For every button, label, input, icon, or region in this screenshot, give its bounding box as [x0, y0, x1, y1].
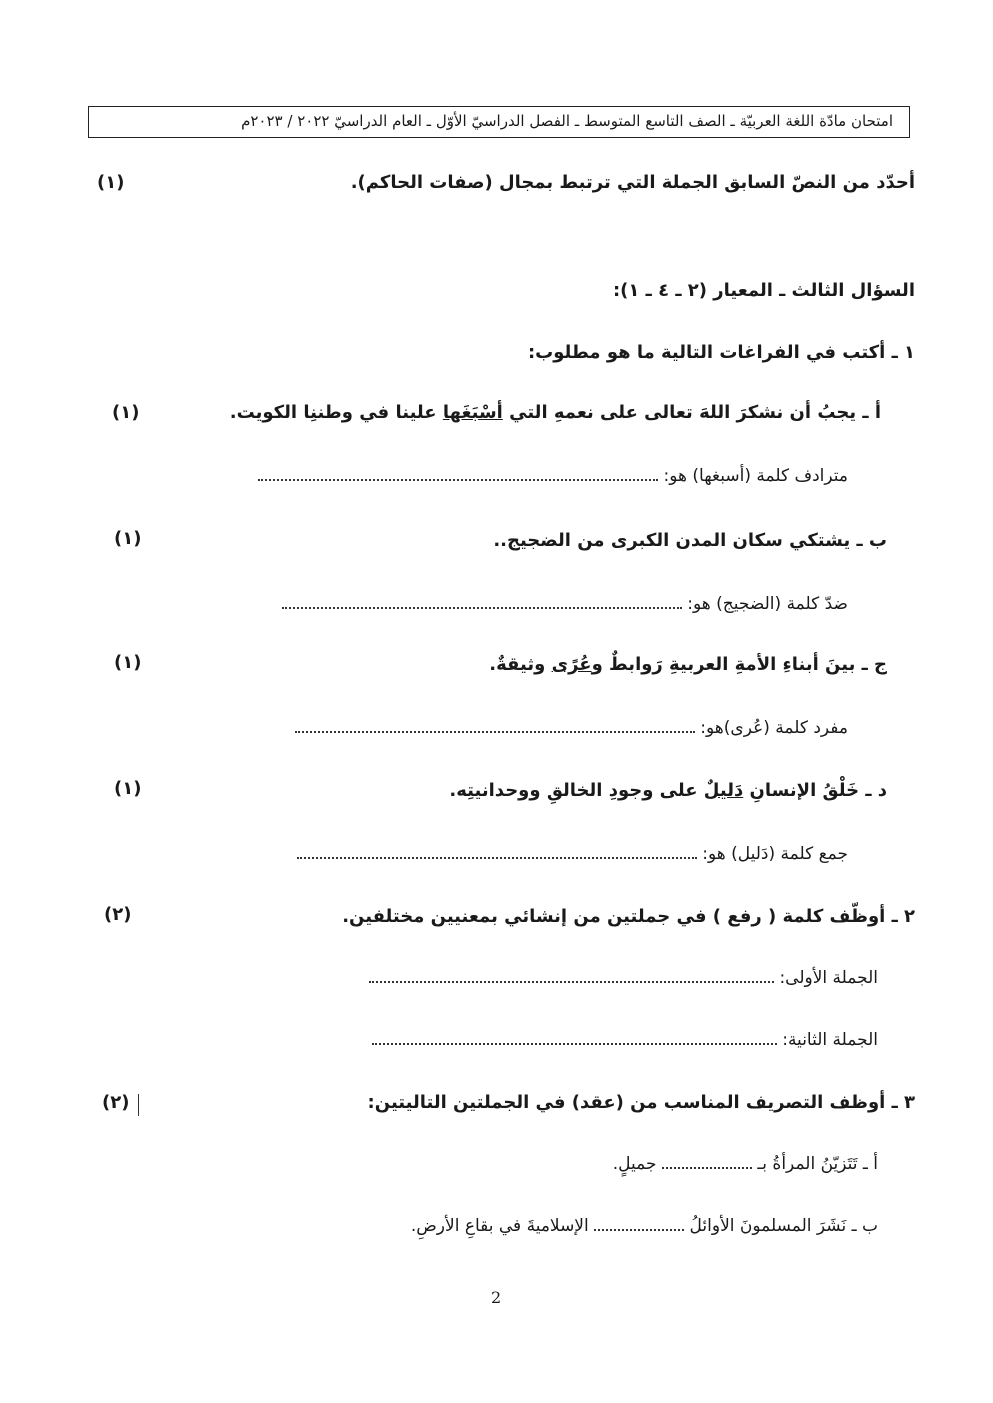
q1-item-c-answer-field[interactable]: [295, 719, 695, 733]
q1-item-c-mark: (١): [114, 652, 142, 673]
page-number: 2: [491, 1288, 502, 1307]
q1-item-a-mark: (١): [112, 402, 140, 423]
q2-first-field[interactable]: [369, 969, 774, 983]
q3-mark: (٢): [102, 1092, 130, 1113]
exam-header-box: [88, 106, 910, 138]
q1-item-d-keyword: دَليلٌ: [703, 780, 744, 801]
q2-first-label: الجملة الأولى:: [779, 968, 878, 988]
q1-item-d-answer-field[interactable]: [297, 845, 697, 859]
q3-b-field[interactable]: [594, 1217, 684, 1231]
q3-b-post: الإسلاميةَ في بقاعِ الأرضِ.: [410, 1216, 589, 1236]
q2-mark: (٢): [104, 904, 132, 925]
q1-item-b-answer-field[interactable]: [282, 595, 682, 609]
q1-item-d-prompt: جمع كلمة (دَليل) هو:: [702, 844, 848, 864]
q1-item-b-mark: (١): [114, 528, 142, 549]
q1-item-a-answer-line: [258, 466, 848, 486]
q1-item-d-sentence: د ـ خَلْقُ الإنسانِ دَليلٌ على وجودِ الخالقِ ووحدانيتِه.: [449, 780, 887, 801]
q3-a-line: [613, 1154, 878, 1174]
q1-item-c-answer-line: [295, 718, 848, 738]
margin-bar: [138, 1094, 139, 1116]
exam-header: امتحان مادّة اللغة العربيّة ـ الصف التاسع المتوسط ـ الفصل الدراسيّ الأوّل ـ العام الدراسيّ ٢٠٢٢ / ٢٠٢٣م: [241, 112, 893, 130]
q1-item-d-answer-line: [297, 844, 848, 864]
q1-item-b-sentence: ب ـ يشتكي سكان المدن الكبرى من الضجيج..: [493, 530, 887, 551]
q1-item-a-prompt: مترادف كلمة (أسبغها) هو:: [663, 466, 848, 486]
q3-b-line: [411, 1216, 878, 1236]
top-question-mark: (١): [97, 172, 125, 193]
q1-title: ١ ـ أكتب في الفراغات التالية ما هو مطلوب:: [527, 342, 915, 363]
q2-second-line: [372, 1030, 878, 1050]
q1-item-c-keyword: عُرًى: [551, 654, 592, 675]
q1-item-a-keyword: أسْبَغَها: [442, 402, 503, 423]
q1-item-c-sentence: ج ـ بينَ أبناءِ الأمةِ العربيةِ رَوابطٌ وعُرًى وثيقةٌ.: [489, 654, 887, 675]
top-question: أحدّد من النصّ السابق الجملة التي ترتبط بمجال (صفات الحاكم).: [350, 172, 915, 193]
q3-title: ٣ ـ أوظف التصريف المناسب من (عقد) في الجملتين التاليتين:: [367, 1092, 915, 1113]
q1-item-a-answer-field[interactable]: [258, 467, 658, 481]
q1-item-a-sentence: أ ـ يجبُ أن نشكرَ اللهَ تعالى على نعمهِ التي أسْبَغَها علينا في وطننِا الكويت.: [229, 402, 881, 423]
section-title: السؤال الثالث ـ المعيار (٢ ـ ٤ ـ ١):: [612, 280, 915, 301]
q2-second-field[interactable]: [372, 1031, 777, 1045]
q3-a-post: جميلٍ.: [612, 1154, 657, 1174]
q3-a-pre: أ ـ تَتَزيّنُ المرأةُ بـ: [757, 1154, 878, 1174]
q1-item-d-mark: (١): [114, 778, 142, 799]
q1-item-b-answer-line: [282, 594, 848, 614]
q2-second-label: الجملة الثانية:: [782, 1030, 878, 1050]
q3-b-pre: ب ـ نَشَرَ المسلمونَ الأوائلُ: [689, 1216, 878, 1236]
q2-title: ٢ ـ أوظّف كلمة ( رفع ) في جملتين من إنشائي بمعنيين مختلفين.: [342, 906, 915, 927]
q1-item-b-prompt: ضدّ كلمة (الضجيج) هو:: [687, 594, 848, 614]
q1-item-c-prompt: مفرد كلمة (عُرى)هو:: [700, 718, 848, 738]
q3-a-field[interactable]: [662, 1155, 752, 1169]
q2-first-line: [369, 968, 878, 988]
